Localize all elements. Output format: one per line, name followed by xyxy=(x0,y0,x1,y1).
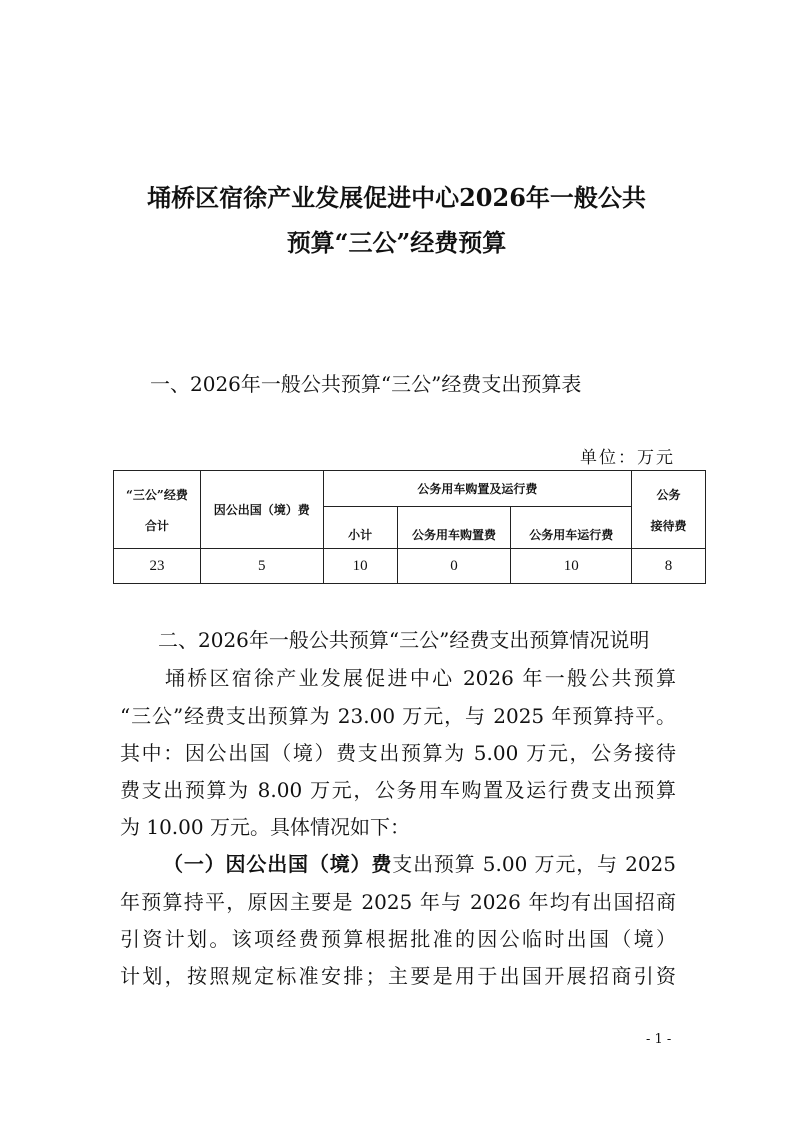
document-title-line1: 埇桥区宿徐产业发展促进中心2026年一般公共 xyxy=(147,183,646,212)
header-total-line2: 合计 xyxy=(144,518,169,533)
header-total-line1: “三公”经费 xyxy=(126,487,188,502)
body-line: 费支出预算为 8.00 万元，公务用车购置及运行费支出预算 xyxy=(120,778,676,802)
section1-heading: 一、2026年一般公共预算“三公”经费支出预算表 xyxy=(150,372,582,396)
budget-table xyxy=(113,470,706,584)
cell-total: 23 xyxy=(114,549,201,584)
cell-subtotal: 10 xyxy=(323,549,397,584)
body-line: “三公”经费支出预算为 23.00 万元，与 2025 年预算持平。 xyxy=(120,704,676,728)
table-row xyxy=(114,549,706,584)
header-abroad: 因公出国（境）费 xyxy=(200,471,323,549)
section2-heading: 二、2026年一般公共预算“三公”经费支出预算情况说明 xyxy=(158,628,650,652)
body-line: 计划，按照规定标准安排；主要是用于出国开展招商引资 xyxy=(120,964,676,988)
body-line: 引资计划。该项经费预算根据批准的因公临时出国（境） xyxy=(120,927,676,951)
page-number: - 1 - xyxy=(646,1032,672,1047)
header-reception-line2: 接待费 xyxy=(650,518,687,533)
header-subtotal: 小计 xyxy=(323,507,397,549)
header-purchase: 公务用车购置费 xyxy=(397,507,511,549)
cell-operation: 10 xyxy=(511,549,632,584)
header-reception xyxy=(632,471,706,549)
subsection1-first-line xyxy=(163,849,676,879)
cell-abroad: 5 xyxy=(200,549,323,584)
body-line: 为 10.00 万元。具体情况如下： xyxy=(120,815,410,839)
subsection1-heading: （一）因公出国（境）费 xyxy=(163,852,393,876)
header-reception-line1: 公务 xyxy=(656,487,681,502)
body-line: 埇桥区宿徐产业发展促进中心 2026 年一般公共预算 xyxy=(165,666,676,690)
header-operation: 公务用车运行费 xyxy=(511,507,632,549)
body-line: 其中：因公出国（境）费支出预算为 5.00 万元，公务接待 xyxy=(120,741,676,765)
document-title-line2: 预算“三公”经费预算 xyxy=(286,228,507,257)
cell-purchase: 0 xyxy=(397,549,511,584)
cell-reception: 8 xyxy=(632,549,706,584)
subsection1-text: 支出预算 5.00 万元，与 2025 xyxy=(392,852,676,876)
header-total xyxy=(114,471,201,549)
body-line: 年预算持平，原因主要是 2025 年与 2026 年均有出国招商 xyxy=(120,890,676,914)
unit-label: 单位：万元 xyxy=(580,448,675,468)
header-vehicle: 公务用车购置及运行费 xyxy=(323,471,631,507)
